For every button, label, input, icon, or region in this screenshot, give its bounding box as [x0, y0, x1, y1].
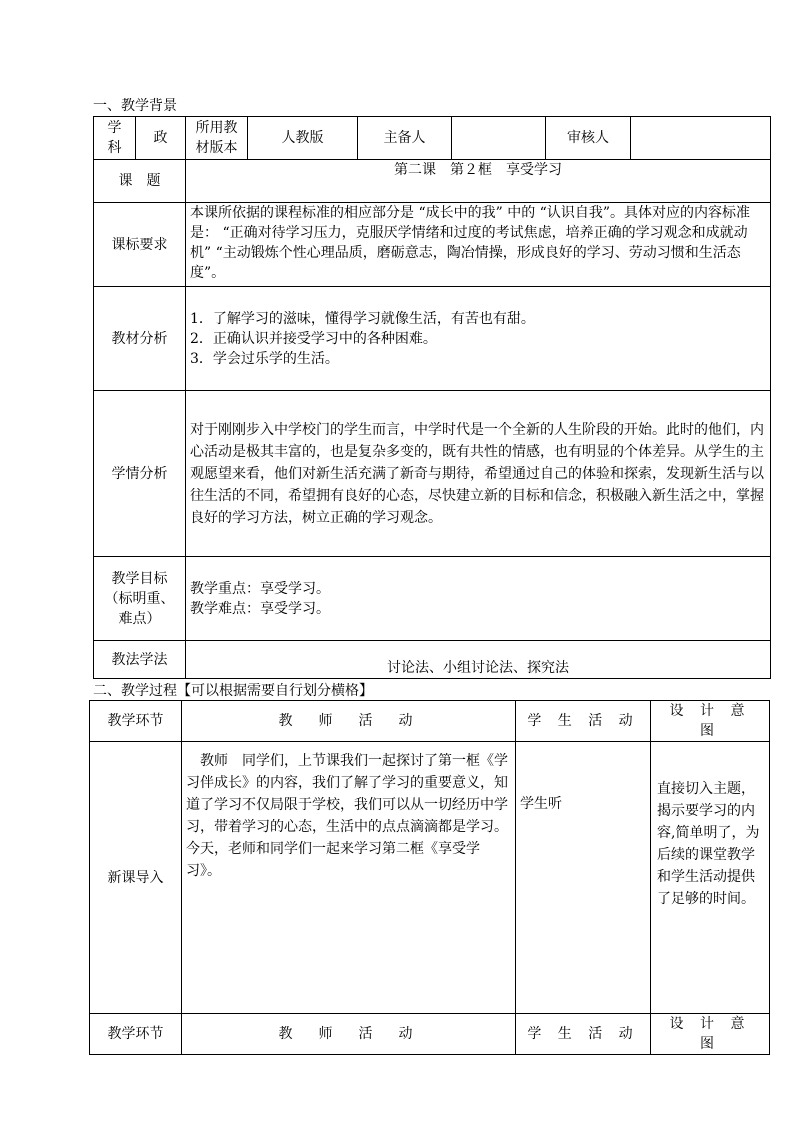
reviewer-label: 审核人 — [546, 117, 631, 160]
col-stage-header: 教学环节 — [90, 701, 182, 742]
student-analysis-label: 学情分析 — [94, 391, 186, 557]
material-label: 教材分析 — [94, 287, 186, 391]
topic-value: 第二课 第２框 享受学习 — [186, 160, 771, 203]
standard-text: 本课所依据的课程标准的相应部分是 “成长中的我” 中的 “认识自我”。具体对应的内容标准是： “正确对待学习压力，克服厌学情绪和过度的考试焦虑，培养正确的学习观念和成就动机” “主动锻炼个性心理品质，磨砺意志，陶冶情操，形成良好的学习、劳动习惯和生活态度”。 — [186, 203, 771, 287]
col-intent-header: 设 计 意 图 — [651, 701, 770, 742]
method-label: 教法学法 — [94, 641, 186, 679]
subject-value: 政 — [136, 117, 186, 160]
subject-label: 学 科 — [94, 117, 136, 160]
col-teacher-header-repeat: 教 师 活 动 — [182, 1014, 516, 1055]
row-stage: 新课导入 — [90, 742, 182, 1014]
col-intent-header-repeat: 设 计 意 图 — [651, 1014, 770, 1055]
standard-label: 课标要求 — [94, 203, 186, 287]
preparer-value — [452, 117, 546, 160]
row-student-activity: 学生听 — [516, 742, 651, 1014]
material-item: 2．正确认识并接受学习中的各种困难。 — [190, 330, 437, 347]
reviewer-value — [631, 117, 771, 160]
preparer-label: 主备人 — [358, 117, 452, 160]
col-teacher-header: 教 师 活 动 — [182, 701, 516, 742]
goal-difficult-point: 教学难点：享受学习。 — [190, 600, 330, 617]
section-heading-background: 一、教学背景 — [93, 98, 177, 114]
col-stage-header-repeat: 教学环节 — [90, 1014, 182, 1055]
col-student-header: 学 生 活 动 — [516, 701, 651, 742]
textbook-label: 所用教材版本 — [186, 117, 248, 160]
topic-label: 课 题 — [94, 160, 186, 203]
row-teacher-activity: 教师 同学们，上节课我们一起探讨了第一框《学习伴成长》的内容，我们了解了学习的重要意义，知道了学习不仅局限于学校，我们可以从一切经历中学习，带着学习的心态，生活中的点点滴滴都是学习。今天，老师和同学们一起来学习第二框《享受学习》。 — [182, 742, 516, 1014]
goal-label: 教学目标（标明重、难点） — [94, 557, 186, 641]
process-table — [89, 700, 770, 1055]
section-heading-process: 二、教学过程【可以根据需要自行划分横格】 — [93, 683, 373, 699]
col-student-header-repeat: 学 生 活 动 — [516, 1014, 651, 1055]
material-list — [186, 287, 771, 391]
goal-content — [186, 557, 771, 641]
row-design-intent: 直接切入主题，揭示要学习的内容,简单明了，为后续的课堂教学和学生活动提供了足够的时间。 — [651, 742, 770, 1014]
textbook-value: 人教版 — [248, 117, 358, 160]
material-item: 3．学会过乐学的生活。 — [190, 350, 339, 367]
material-item: 1．了解学习的滋味，懂得学习就像生活，有苦也有甜。 — [190, 310, 535, 327]
goal-key-point: 教学重点：享受学习。 — [190, 580, 330, 597]
student-analysis-text: 对于刚刚步入中学校门的学生而言，中学时代是一个全新的人生阶段的开始。此时的他们，内心活动是极其丰富的，也是复杂多变的，既有共性的情感，也有明显的个体差异。从学生的主观愿望来看，他们对新生活充满了新奇与期待，希望通过自己的体验和探索，发现新生活与以往生活的不同，希望拥有良好的心态，尽快建立新的目标和信念，积极融入新生活之中，掌握良好的学习方法，树立正确的学习观念。 — [186, 391, 771, 557]
background-table — [93, 116, 771, 679]
method-value: 讨论法、小组讨论法、探究法 — [186, 641, 771, 679]
